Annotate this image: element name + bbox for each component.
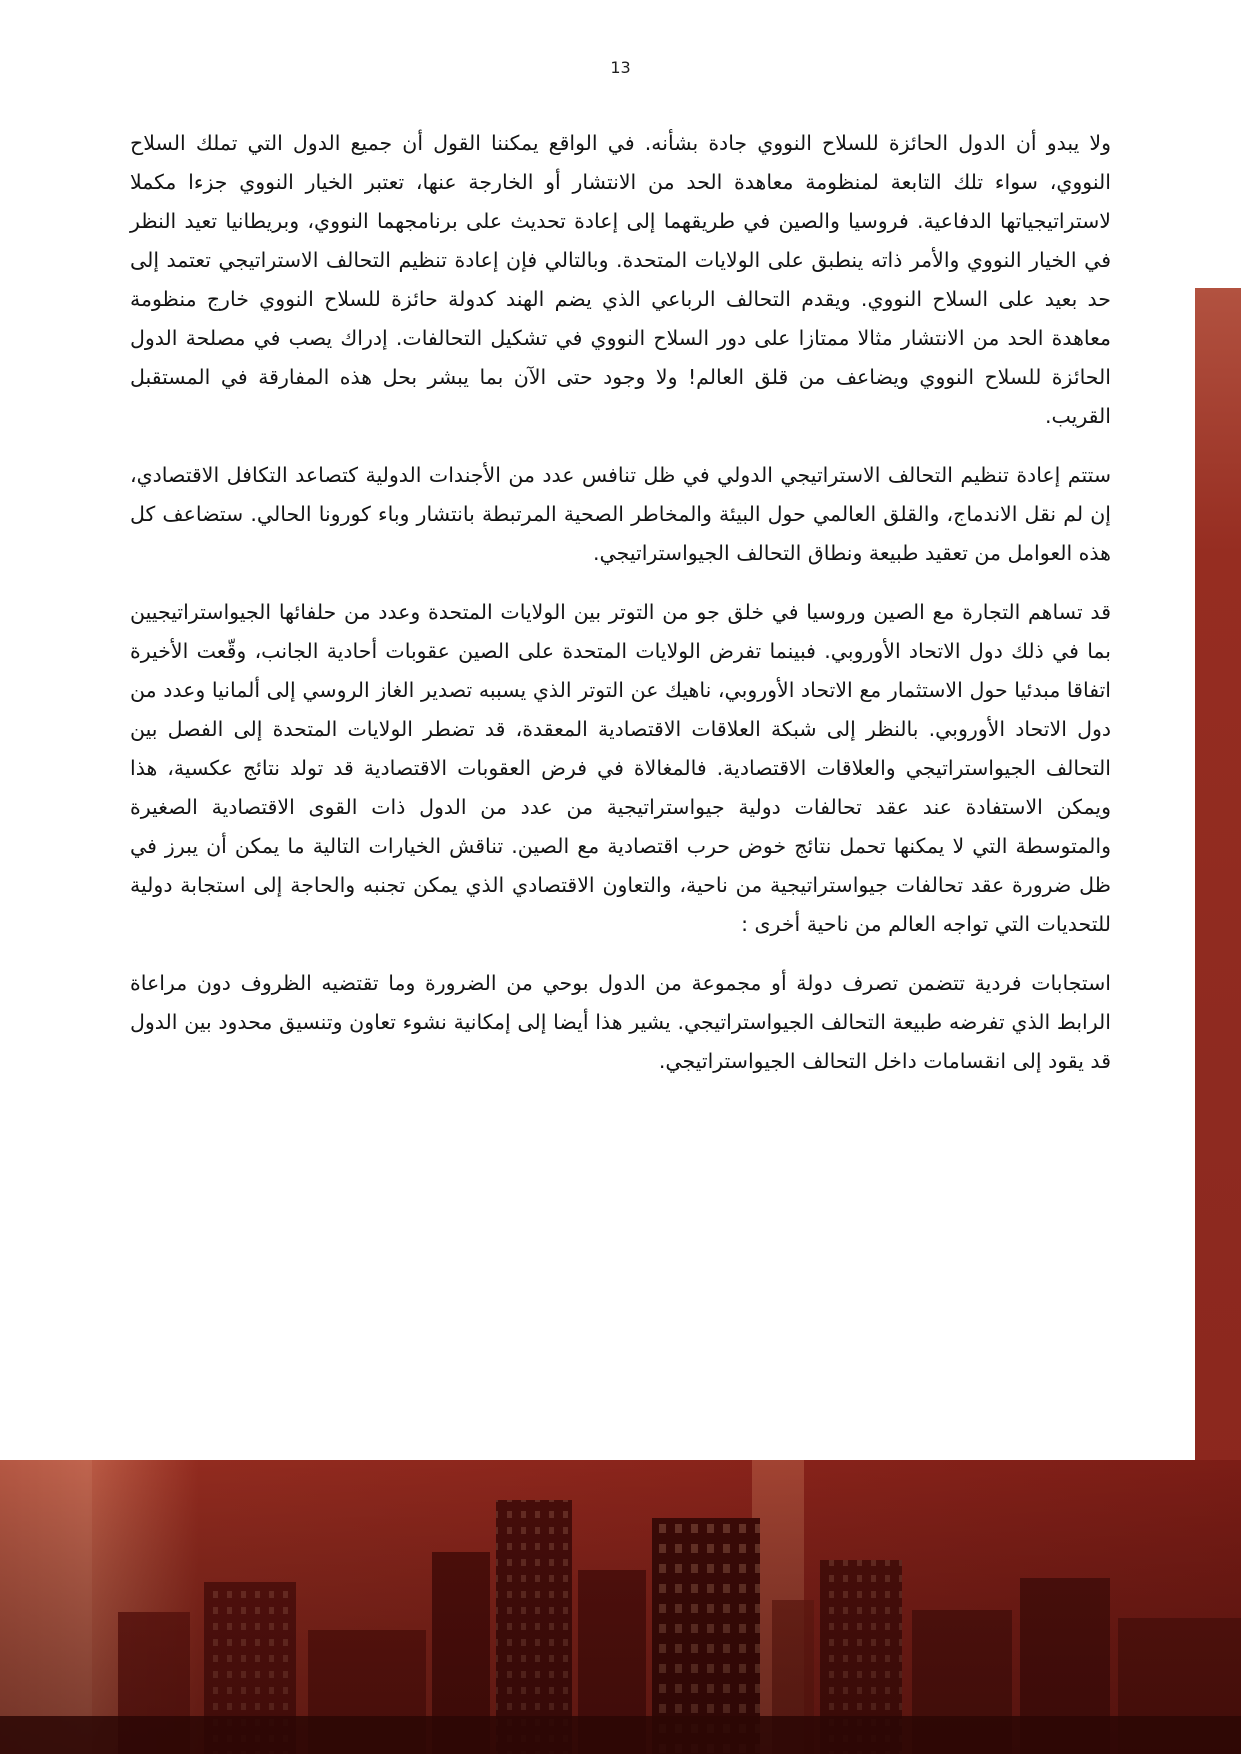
footer-cityscape-graphic <box>0 1460 1241 1754</box>
paragraph-nuclear-alliances: ولا يبدو أن الدول الحائزة للسلاح النووي جادة بشأنه. في الواقع يمكننا القول أن جميع الدول التي تملك السلاح النووي، سواء تلك التابعة لمنظومة معاهدة الحد من الانتشار أو الخارجة عنها، تعتبر الخيار النووي جزءا مكملا لاستراتيجياتها الدفاعية. فروسيا والصين في طريقهما إلى إعادة تحديث على برنامجهما النووي، وبريطانيا تعيد النظر في الخيار النووي والأمر ذاته ينطبق على الولايات المتحدة. وبالتالي فإن إعادة تنظيم التحالف الاستراتيجي تعتمد إلى حد بعيد على السلاح النووي. ويقدم التحالف الرباعي الذي يضم الهند كدولة حائزة للسلاح النووي خارج منظومة معاهدة الحد من الانتشار مثالا ممتازا على دور السلاح النووي في تشكيل التحالفات. إدراك يصب في مصلحة الدول الحائزة للسلاح النووي ويضاعف من قلق العالم! ولا وجود حتى الآن بما يبشر بحل هذه المفارقة في المستقبل القريب. <box>130 131 1111 428</box>
article-body <box>130 124 1111 1101</box>
paragraph-trade-tensions: قد تساهم التجارة مع الصين وروسيا في خلق جو من التوتر بين الولايات المتحدة وعدد من حلفائها الجيواستراتيجيين بما في ذلك دول الاتحاد الأوروبي. فبينما تفرض الولايات المتحدة على الصين عقوبات أحادية الجانب، وقّعت الأخيرة اتفاقا مبدئيا حول الاستثمار مع الاتحاد الأوروبي، ناهيك عن التوتر الذي يسببه تصدير الغاز الروسي إلى ألمانيا وعدد من دول الاتحاد الأوروبي. بالنظر إلى شبكة العلاقات الاقتصادية المعقدة، قد تضطر الولايات المتحدة إلى الفصل بين التحالف الجيواستراتيجي والعلاقات الاقتصادية. فالمغالاة في فرض العقوبات الاقتصادية قد تولد نتائج عكسية، هذا ويمكن الاستفادة عند عقد تحالفات دولية جيواستراتيجية من عدد من الدول ذات القوى الاقتصادية الصغيرة والمتوسطة التي لا يمكنها تحمل نتائج خوض حرب اقتصادية مع الصين. تناقش الخيارات التالية ما يمكن أن يبرز في ظل ضرورة عقد تحالفات جيواستراتيجية من ناحية، والتعاون الاقتصادي الذي يمكن تجنبه والحاجة إلى استجابة دولية للتحديات التي تواجه العالم من ناحية أخرى : <box>130 600 1111 936</box>
page-number: 13 <box>610 58 631 77</box>
paragraph-individual-responses: استجابات فردية تتضمن تصرف دولة أو مجموعة من الدول بوحي من الضرورة وما تقتضيه الظروف دون مراعاة الرابط الذي تفرضه طبيعة التحالف الجيواستراتيجي. يشير هذا أيضا إلى إمكانية نشوء تعاون وتنسيق محدود بين الدول قد يقود إلى انقسامات داخل التحالف الجيواستراتيجي. <box>130 971 1111 1073</box>
footer-banner <box>0 1460 1241 1754</box>
paragraph-global-agendas: ستتم إعادة تنظيم التحالف الاستراتيجي الدولي في ظل تنافس عدد من الأجندات الدولية كتصاعد التكافل الاقتصادي، إن لم نقل الاندماج، والقلق العالمي حول البيئة والمخاطر الصحية المرتبطة بانتشار وباء كورونا الحالي. ستضاعف كل هذه العوامل من تعقيد طبيعة ونطاق التحالف الجيواستراتيجي. <box>130 463 1111 565</box>
